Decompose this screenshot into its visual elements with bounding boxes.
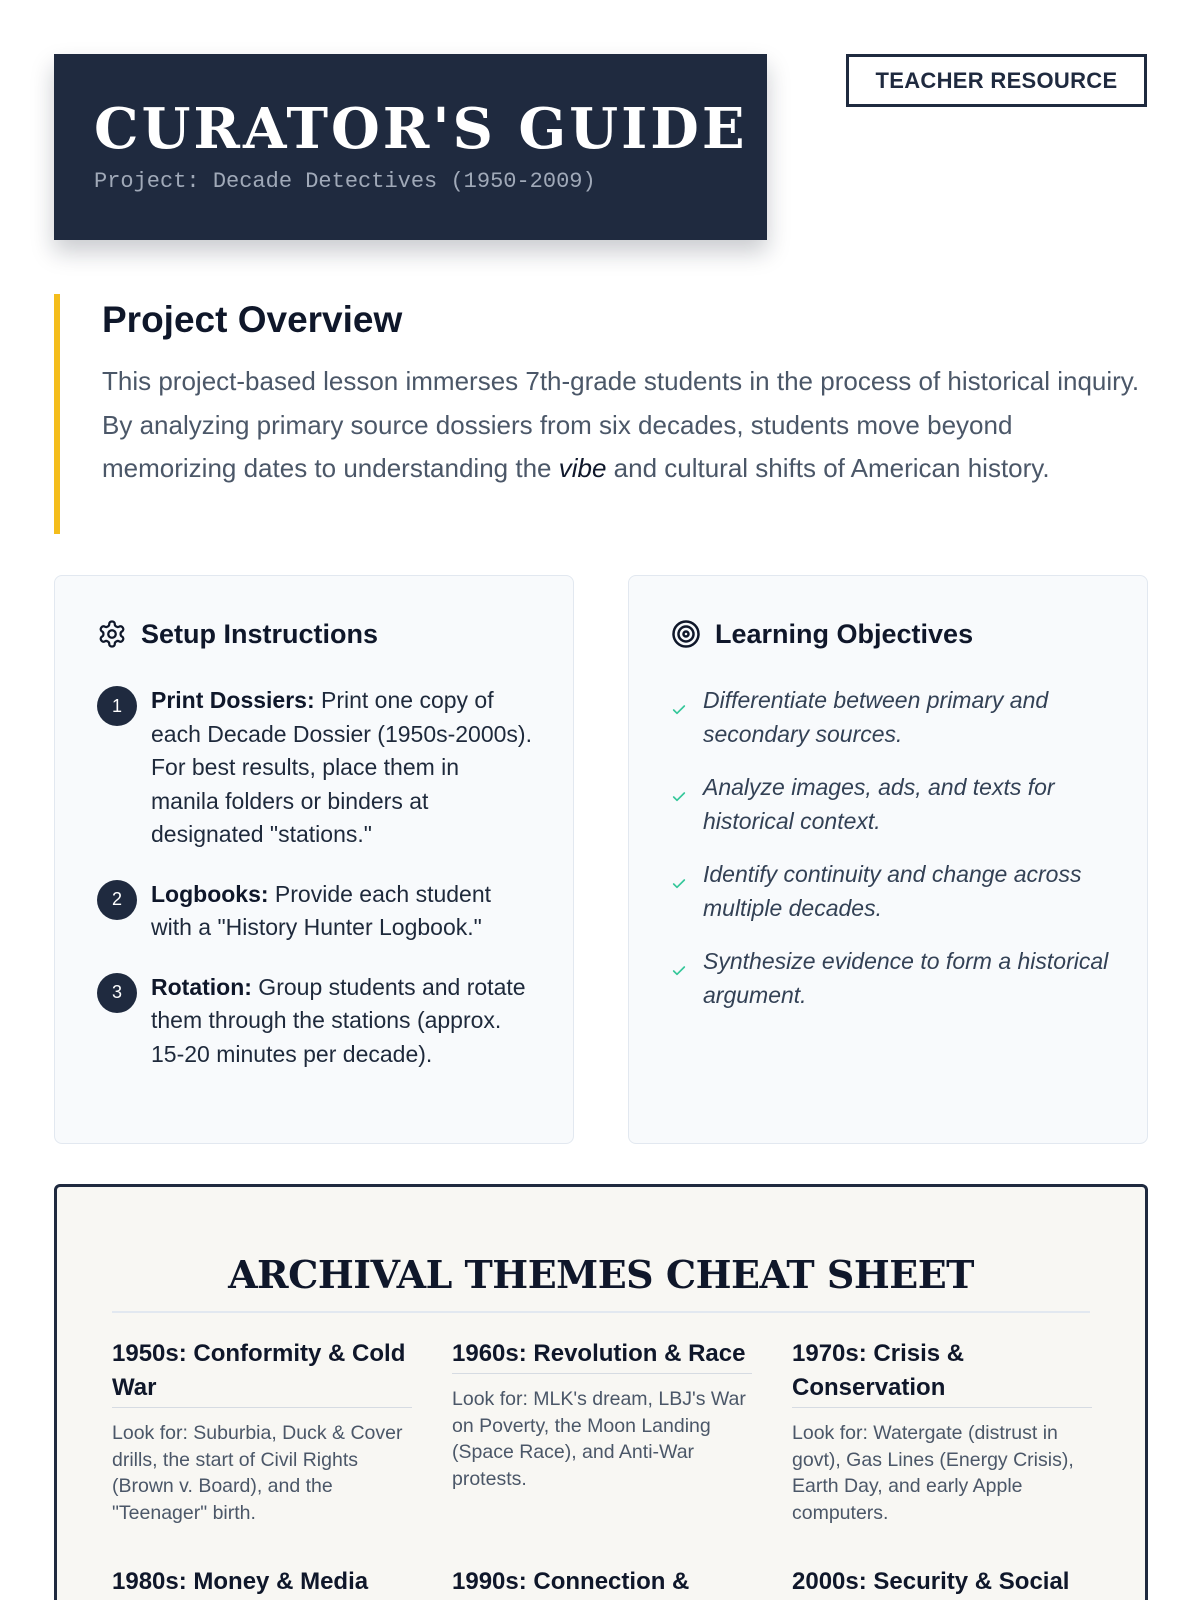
theme-1980s <box>112 1565 412 1600</box>
project-overview <box>54 294 1148 534</box>
theme-1990s <box>452 1565 752 1600</box>
setup-step <box>97 684 533 852</box>
step-description: Provide each student with a "History Hunter Logbook." <box>151 880 492 940</box>
overview-heading: Project Overview <box>102 299 403 340</box>
objective-item <box>671 771 1111 838</box>
overview-emphasis: vibe <box>558 453 607 483</box>
theme-title: 2000s: Security & Social <box>792 1565 1092 1600</box>
check-icon <box>671 963 687 979</box>
target-icon <box>671 619 701 649</box>
objective-text: Identify continuity and change across multiple decades. <box>703 861 1082 921</box>
objective-item <box>671 858 1111 925</box>
check-icon <box>671 702 687 718</box>
step-label: Logbooks: <box>151 880 269 907</box>
objectives-list <box>671 684 1111 1032</box>
project-subtitle: Project: Decade Detectives (1950-2009) <box>94 169 596 194</box>
gear-icon <box>97 619 127 649</box>
step-description: Group students and rotate them through the stations (approx. 15-20 minutes per decade). <box>151 973 526 1067</box>
header-banner <box>54 54 767 240</box>
objectives-heading: Learning Objectives <box>715 619 974 649</box>
theme-description: Look for: Suburbia, Duck & Cover drills, the start of Civil Rights (Brown v. Board), and the "Teenager" birth. <box>112 1422 403 1524</box>
step-description: Print one copy of each Decade Dossier (1950s-2000s). For best results, place them in manila folders or binders at designated "stations." <box>151 687 532 847</box>
archival-themes-cheat-sheet <box>54 1184 1148 1600</box>
objective-text: Analyze images, ads, and texts for historical context. <box>703 774 1055 834</box>
setup-steps <box>97 684 533 1097</box>
theme-title: 1970s: Crisis & Conservation <box>792 1337 1092 1408</box>
objective-text: Synthesize evidence to form a historical argument. <box>703 948 1109 1008</box>
theme-title: 1950s: Conformity & Cold War <box>112 1337 412 1408</box>
step-number: 2 <box>97 880 137 920</box>
theme-description: Look for: MLK's dream, LBJ's War on Poverty, the Moon Landing (Space Race), and Anti-War protests. <box>452 1388 746 1490</box>
theme-description: Look for: Watergate (distrust in govt), Gas Lines (Energy Crisis), Earth Day, and early Apple computers. <box>792 1422 1074 1524</box>
setup-heading: Setup Instructions <box>141 619 379 649</box>
learning-objectives-card <box>628 575 1148 1144</box>
theme-1960s <box>452 1337 752 1492</box>
theme-1950s <box>112 1337 412 1526</box>
theme-1970s <box>792 1337 1092 1526</box>
theme-title: 1980s: Money & Media <box>112 1565 412 1600</box>
objective-text: Differentiate between primary and secondary sources. <box>703 687 1049 747</box>
theme-title: 1990s: Connection & <box>452 1565 752 1600</box>
step-number: 1 <box>97 686 137 726</box>
teacher-resource-badge: TEACHER RESOURCE <box>846 54 1147 107</box>
theme-title: 1960s: Revolution & Race <box>452 1337 752 1374</box>
check-icon <box>671 789 687 805</box>
theme-2000s <box>792 1565 1092 1600</box>
cheat-sheet-title: ARCHIVAL THEMES CHEAT SHEET <box>228 1252 974 1297</box>
objective-item <box>671 945 1111 1012</box>
check-icon <box>671 876 687 892</box>
page-title: CURATOR'S GUIDE <box>94 96 748 162</box>
overview-text: This project-based lesson immerses 7th-grade students in the process of historical inquiry. By analyzing primary source dossiers from six decades, students move beyond memorizing dates to understanding the vibe and cultural shifts of American history. <box>102 366 1140 483</box>
title-divider <box>112 1311 1090 1313</box>
setup-instructions-card <box>54 575 574 1144</box>
setup-step <box>97 878 533 945</box>
step-number: 3 <box>97 973 137 1013</box>
step-label: Print Dossiers: <box>151 687 315 713</box>
step-label: Rotation: <box>151 973 252 1000</box>
setup-step <box>97 971 533 1072</box>
objective-item <box>671 684 1111 751</box>
